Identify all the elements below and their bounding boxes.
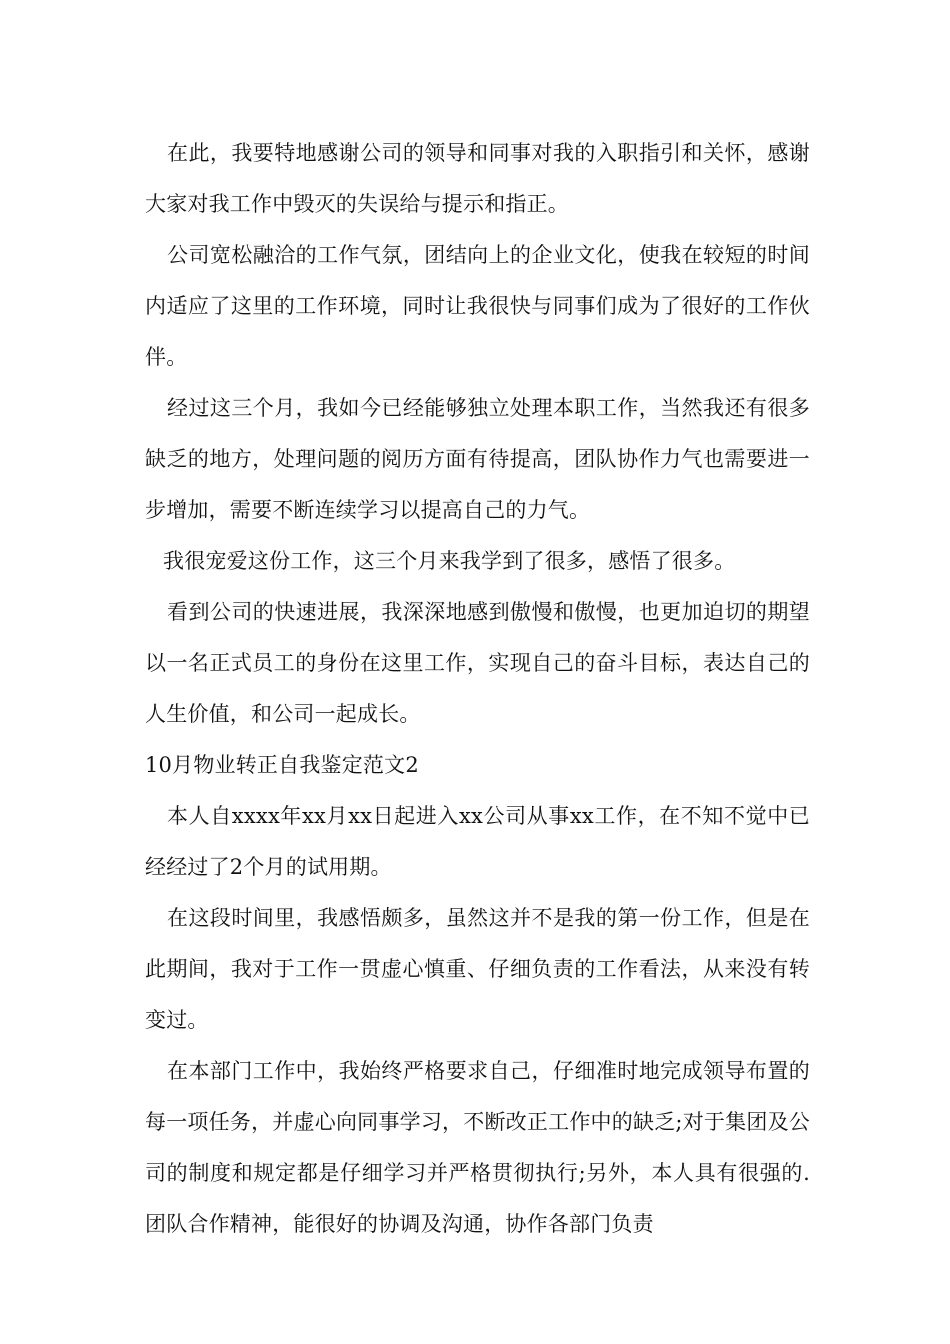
section-heading: 10月物业转正自我鉴定范文2 [145, 753, 419, 777]
paragraph-three-months: 经过这三个月，我如今已经能够独立处理本职工作，当然我还有很多缺乏的地方，处理问题的阅历方面有待提高，团队协作力气也需要进一步增加，需要不断连续学习以提高自己的力气。 [145, 396, 810, 522]
paragraph-love-work: 我很宠爱这份工作，这三个月来我学到了很多，感悟了很多。 [163, 549, 736, 573]
paragraph-culture: 公司宽松融洽的工作气氛，团结向上的企业文化，使我在较短的时间内适应了这里的工作环境，同时让我很快与同事们成为了很好的工作伙伴。 [145, 243, 810, 369]
paragraph-joined: 本人自xxxx年xx月xx日起进入xx公司从事xx工作，在不知不觉中已经经过了2个月的试用期。 [145, 804, 810, 879]
paragraph-department-work: 在本部门工作中，我始终严格要求自己，仔细准时地完成领导布置的每一项任务，并虚心向同事学习，不断改正工作中的缺乏;对于集团及公司的制度和规定都是仔细学习并严格贯彻执行;另外，本人具有很强的.团队合作精神，能很好的协调及沟通，协作各部门负责 [145, 1059, 810, 1236]
document-body [145, 128, 810, 1250]
paragraph-company-progress: 看到公司的快速进展，我深深地感到傲慢和傲慢，也更加迫切的期望以一名正式员工的身份在这里工作，实现自己的奋斗目标，表达自己的人生价值，和公司一起成长。 [145, 600, 810, 726]
paragraph-thanks: 在此，我要特地感谢公司的领导和同事对我的入职指引和关怀，感谢大家对我工作中毁灭的失误给与提示和指正。 [145, 141, 810, 216]
paragraph-during-period: 在这段时间里，我感悟颇多，虽然这并不是我的第一份工作，但是在此期间，我对于工作一贯虚心慎重、仔细负责的工作看法，从来没有转变过。 [145, 906, 810, 1032]
